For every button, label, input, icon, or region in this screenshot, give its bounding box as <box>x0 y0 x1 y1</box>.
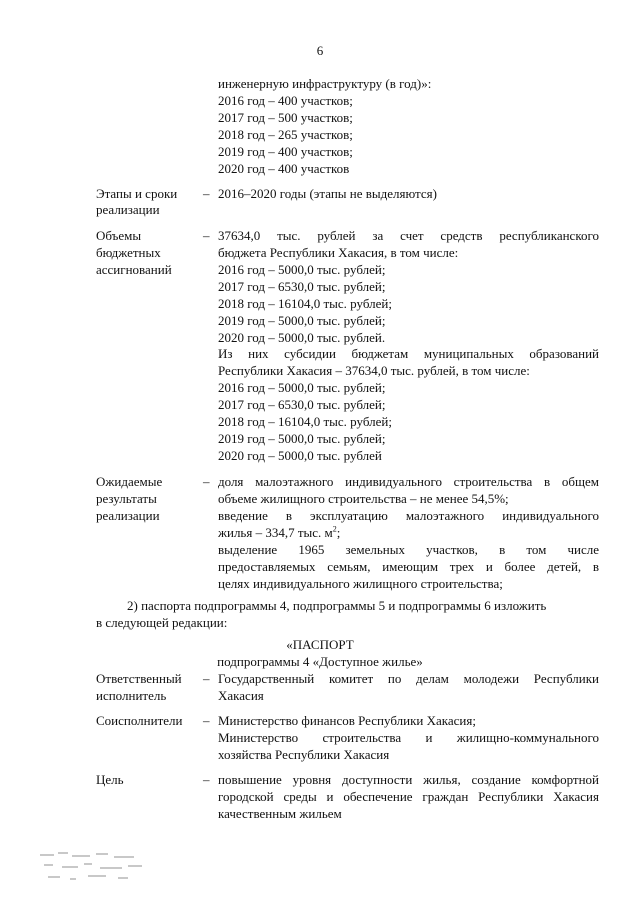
year-line: 2016 год – 5000,0 тыс. рублей; <box>218 380 386 395</box>
row-value: повышение уровня доступности жилья, создание комфортной <box>218 772 599 787</box>
row-value: бюджета Республики Хакасия, в том числе: <box>218 245 459 260</box>
punctuation: ; <box>336 525 341 540</box>
superscript: 2 <box>332 524 337 534</box>
row-value: предоставляемых семьям, имеющим трех и более детей, в <box>218 559 599 574</box>
row-value: 37634,0 тыс. рублей за счет средств республиканского <box>218 228 599 243</box>
year-line: 2017 год – 6530,0 тыс. рублей; <box>218 397 386 412</box>
row-value: Министерство финансов Республики Хакасия; <box>218 713 476 728</box>
dash: – <box>203 713 210 728</box>
text-line: 2016 год – 400 участков; <box>218 93 353 108</box>
text-line: 2018 год – 265 участков; <box>218 127 353 142</box>
row-value: хозяйства Республики Хакасия <box>218 747 390 762</box>
row-value: Хакасия <box>218 688 264 703</box>
row-value: введение в эксплуатацию малоэтажного индивидуального <box>218 508 599 523</box>
paragraph-line: 2) паспорта подпрограммы 4, подпрограммы 5 и подпрограммы 6 изложить <box>127 598 547 613</box>
dash: – <box>203 772 210 787</box>
paragraph-line: в следующей редакции: <box>96 615 228 630</box>
year-line: 2020 год – 5000,0 тыс. рублей. <box>218 330 386 345</box>
year-line: 2016 год – 5000,0 тыс. рублей; <box>218 262 386 277</box>
dash: – <box>203 186 210 201</box>
row-label: Ожидаемые <box>96 474 163 489</box>
year-line: 2020 год – 5000,0 тыс. рублей <box>218 448 382 463</box>
row-label: результаты <box>96 491 157 506</box>
year-line: 2018 год – 16104,0 тыс. рублей; <box>218 296 392 311</box>
row-label: Этапы и сроки <box>96 186 178 201</box>
row-label: исполнитель <box>96 688 167 703</box>
text-line: инженерную инфраструктуру (в год)»: <box>218 76 432 91</box>
row-value: качественным жильем <box>218 806 342 821</box>
text-line: 2019 год – 400 участков; <box>218 144 353 159</box>
year-line: 2018 год – 16104,0 тыс. рублей; <box>218 414 392 429</box>
row-label: Соисполнители <box>96 713 183 728</box>
dash: – <box>203 474 210 489</box>
row-label: Ответственный <box>96 671 182 686</box>
text-line: 2020 год – 400 участков <box>218 161 350 176</box>
page-number: 6 <box>316 43 324 58</box>
row-value: Министерство строительства и жилищно-коммунального <box>218 730 599 745</box>
year-line: 2019 год – 5000,0 тыс. рублей; <box>218 313 386 328</box>
scan-noise-mark <box>38 848 153 884</box>
row-value: 2016–2020 годы (этапы не выделяются) <box>218 186 437 201</box>
row-label: реализации <box>96 202 160 217</box>
row-label: ассигнований <box>96 262 172 277</box>
row-value: Республики Хакасия – 37634,0 тыс. рублей, в том числе: <box>218 363 530 378</box>
row-value: объеме жилищного строительства – не менее 54,5%; <box>218 491 509 506</box>
text-line: 2017 год – 500 участков; <box>218 110 353 125</box>
row-label: реализации <box>96 508 160 523</box>
row-label: бюджетных <box>96 245 161 260</box>
row-value: Государственный комитет по делам молодежи Республики <box>218 671 599 686</box>
dash: – <box>203 228 210 243</box>
row-label: Объемы <box>96 228 142 243</box>
dash: – <box>203 671 210 686</box>
row-value: целях индивидуального жилищного строительства; <box>218 576 503 591</box>
row-value: городской среды и обеспечение граждан Республики Хакасия <box>218 789 599 804</box>
row-value: Из них субсидии бюджетам муниципальных образований <box>218 346 599 361</box>
area-value: жилья – 334,7 тыс. м <box>218 525 333 540</box>
row-value: выделение 1965 земельных участков, в том числе <box>218 542 599 557</box>
year-line: 2019 год – 5000,0 тыс. рублей; <box>218 431 386 446</box>
row-value <box>218 525 340 541</box>
passport-title: «ПАСПОРТ <box>286 637 354 652</box>
year-line: 2017 год – 6530,0 тыс. рублей; <box>218 279 386 294</box>
row-label: Цель <box>96 772 124 787</box>
passport-subtitle: подпрограммы 4 «Доступное жилье» <box>217 654 423 669</box>
row-value: доля малоэтажного индивидуального строительства в общем <box>218 474 599 489</box>
